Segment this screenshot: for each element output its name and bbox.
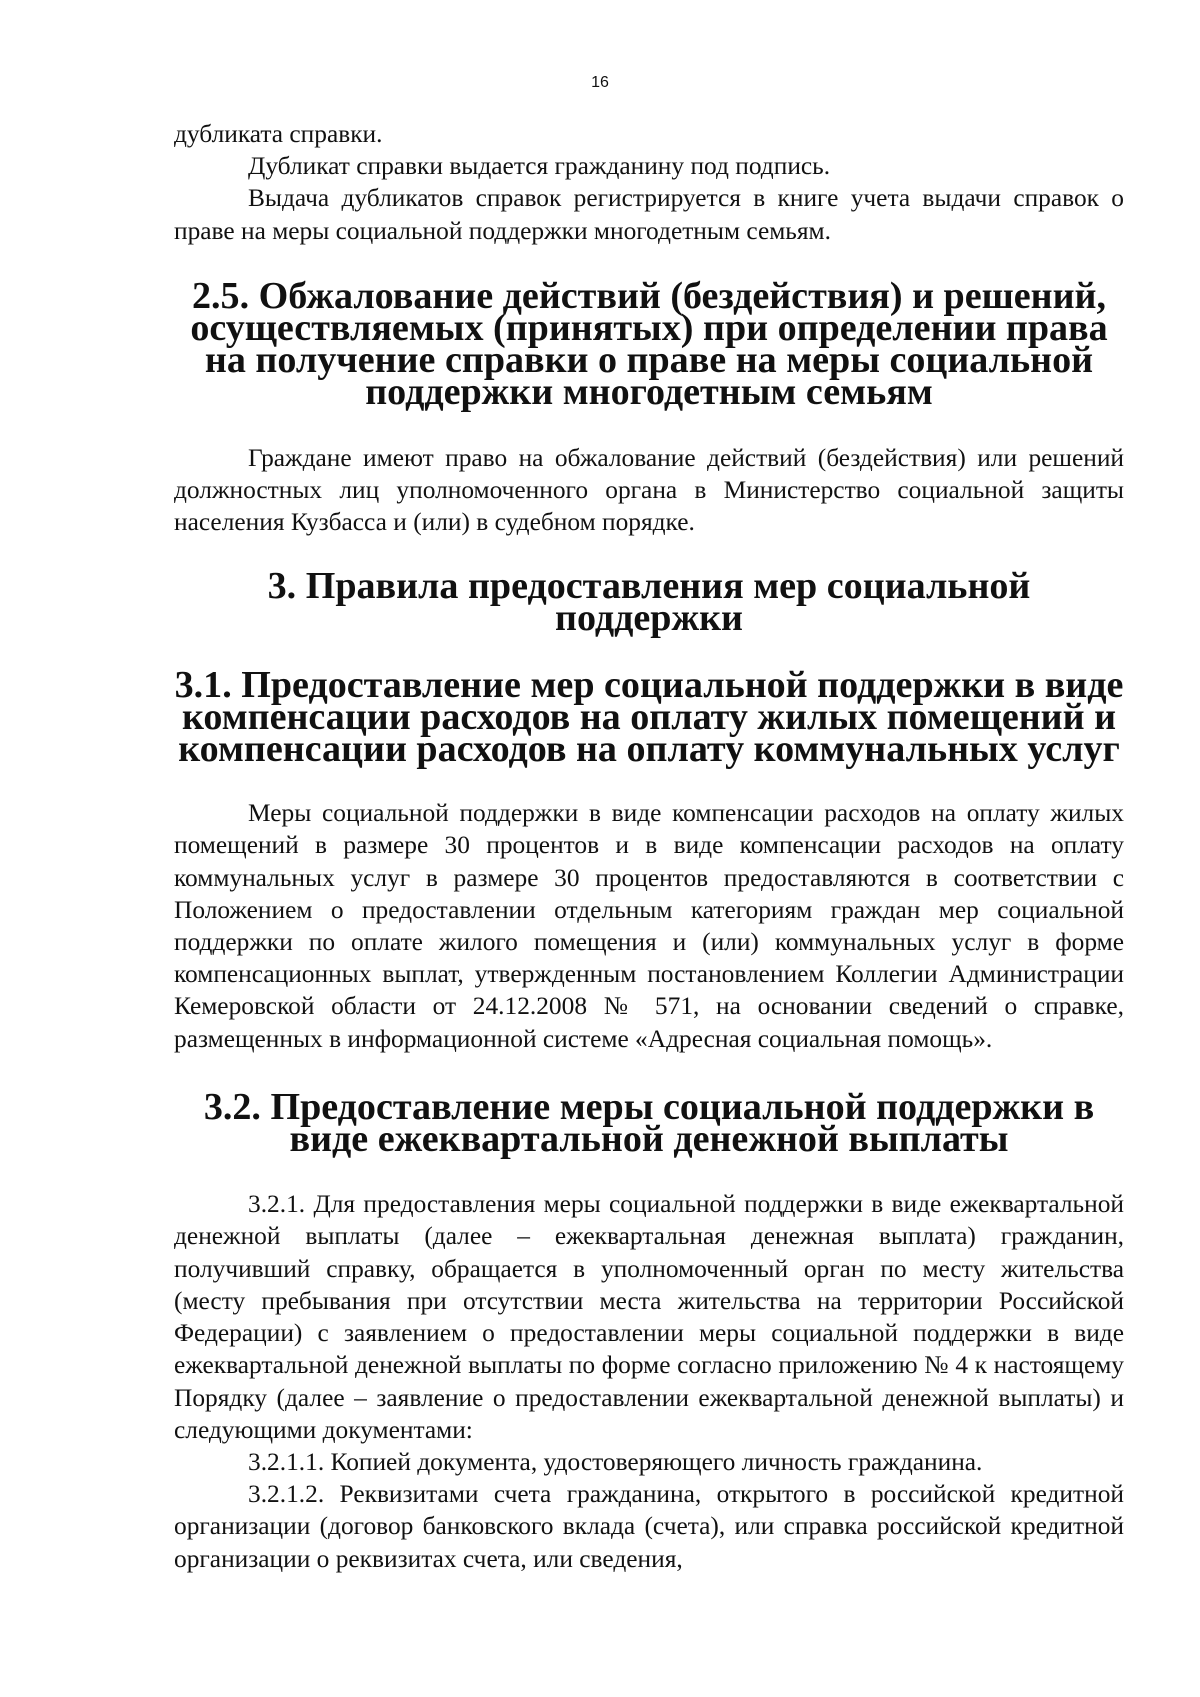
- paragraph-housing-compensation: Меры социальной поддержки в виде компенсации расходов на оплату жилых помещений в размере 30 процентов и в виде компенсации расходов на оплату коммунальных услуг в размере 30 процентов предоставляются в соответствии с Положением о предоставлении отдельным категориям граждан мер социальной поддержки по оплате жилого помещения и (или) коммунальных услуг в форме компенсационных выплат, утвержденным постановлением Коллегии Администрации Кемеровской области от 24.12.2008 № 571, на основании сведений о справке, размещенных в информационной системе «Адресная социальная помощь».: [174, 799, 1124, 1053]
- paragraph-3-2-1: 3.2.1. Для предоставления меры социальной поддержки в виде ежеквартальной денежной выплаты (далее – ежеквартальная денежная выплата) гражданин, получивший справку, обращается в уполномоченный орган по месту жительства (месту пребывания при отсутствии места жительства на территории Российской Федерации) с заявлением о предоставлении меры социальной поддержки в виде ежеквартальной денежной выплаты по форме согласно приложению № 4 к настоящему Порядку (далее – заявление о предоставлении ежеквартальной денежной выплаты) и следующими документами:: [174, 1190, 1124, 1444]
- page-number: 16: [591, 74, 609, 91]
- paragraph-appeal-rights: Граждане имеют право на обжалование действий (бездействия) или решений должностных лиц уполномоченного органа в Министерство социальной защиты населения Кузбасса и (или) в судебном порядке.: [174, 443, 1124, 537]
- paragraph-continuation: дубликата справки.: [174, 120, 383, 148]
- paragraph-duplicate-registration: Выдача дубликатов справок регистрируется в книге учета выдачи справок о праве на меры социальной поддержки многодетным семьям.: [174, 184, 1124, 245]
- heading-section-3: 3. Правила предоставления мер социальной поддержки: [267, 565, 1031, 640]
- heading-section-2-5: 2.5. Обжалование действий (бездействия) и решений, осуществляемых (принятых) при определении права на получение справки о праве на меры социальной поддержки многодетным семьям: [190, 274, 1108, 414]
- paragraph-3-2-1-1: 3.2.1.1. Копией документа, удостоверяющего личность гражданина.: [248, 1447, 983, 1476]
- paragraph-duplicate-issue: Дубликат справки выдается гражданину под подпись.: [248, 152, 831, 181]
- heading-section-3-2: 3.2. Предоставление меры социальной поддержки в виде ежеквартальной денежной выплаты: [203, 1085, 1095, 1161]
- paragraph-3-2-1-2: 3.2.1.2. Реквизитами счета гражданина, открытого в российской кредитной организации (договор банковского вклада (счета), или справка российской кредитной организации о реквизитах счета, или сведения,: [174, 1480, 1124, 1573]
- heading-section-3-1: 3.1. Предоставление мер социальной поддержки в виде компенсации расходов на оплату жилых помещений и компенсации расходов на оплату коммунальных услуг: [174, 663, 1124, 771]
- document-body: [174, 118, 1124, 1575]
